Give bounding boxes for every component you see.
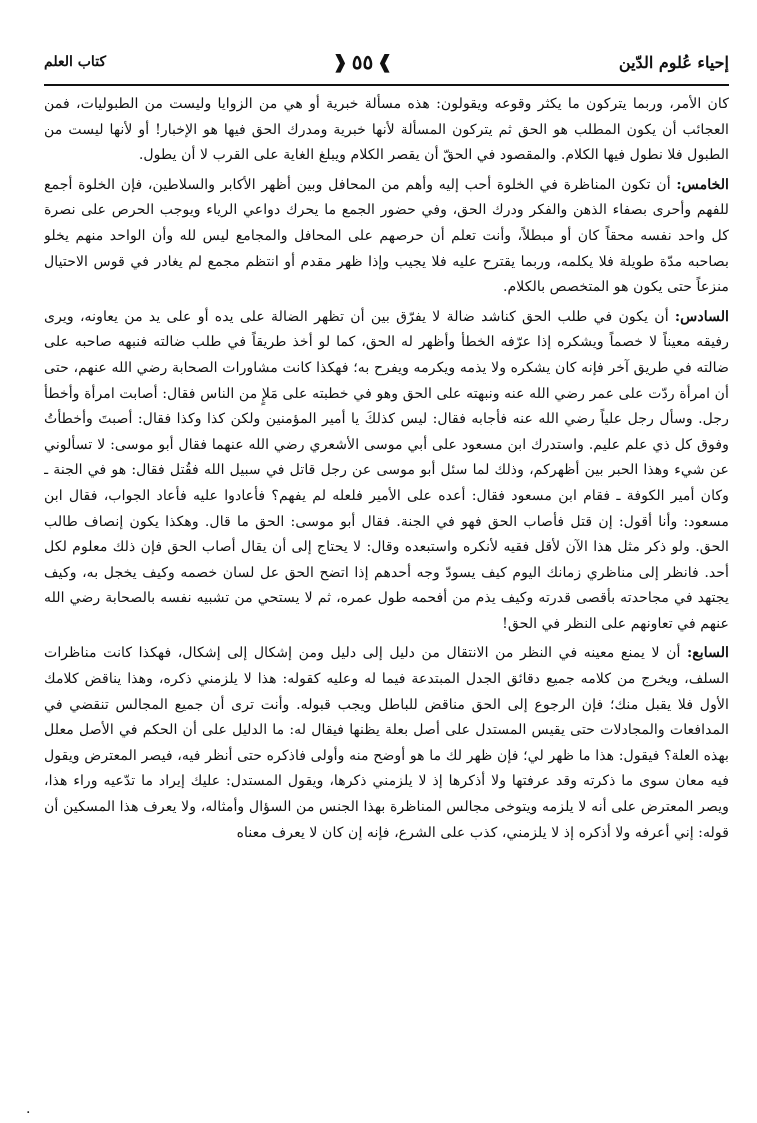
paragraph-fifth [44, 173, 729, 301]
header-divider [44, 84, 729, 86]
section-title: كتاب العلم [44, 54, 107, 70]
footer-mark: . [26, 1101, 31, 1117]
paragraph-lead: السابع: [687, 645, 729, 662]
paragraph-text: أن لا يمنع معينه في النظر من الانتقال من دليل إلى دليل ومن إشكال إلى إشكال، فهكذا كانت مناظرات السلف، ويخرج من كلامه جميع دقائق الجدل المبتدعة فيما له وعليه كقوله: هذا لا يلزمني ذكره، وهذا يناقض كلامك الأول فلا يقبل منك؛ فإن الرجوع إلى الحق مناقض للباطل ويجب قبوله. وأنت ترى أن جميع المجالس تنقضي في المدافعات والمجادلات حتى يقيس المستدل على أصل بعلة يظنها فيقال له: ما الدليل على أن الحكم في الأصل معلل بهذه العلة؟ فيقول: هذا ما ظهر لي؛ فإن ظهر لك ما هو أوضح منه وأولى فاذكره حتى أنظر فيه، فيصر المعترض ويقول فيه معان سوى ما ذكرته وقد عرفتها ولا أذكرها إذ لا يلزمني ذكرها، ويقول المستدل: عليك إيراد ما تدّعيه وراء هذا، ويصر المعترض على أنه لا يلزمه ويتوخى مجالس المناظرة بهذا الجنس من السؤال وأمثاله، ولا يعرف هذا المسكين أن قوله: إني أعرفه ولا أذكره إذ لا يلزمني، كذب على الشرع، فإنه إن كان لا يعرف معناه [44, 645, 729, 841]
paragraph-seventh [44, 641, 729, 846]
page-header [44, 42, 729, 82]
paragraph-lead: السادس: [674, 308, 729, 325]
paragraph-text: كان الأمر، وربما يتركون ما يكثر وقوعه ويقولون: هذه مسألة خبرية أو هي من الزوايا وليست من الطبوليات، فمن العجائب أن يكون المطلب هو الحق ثم يتركون المسألة لأنها خبرية ومدرك الحق فيها هو الإخبار! أو لأنها ليست من الطبول فلا نطول فيها الكلام. والمقصود في الحقّ أن يقصر الكلام ويبلغ الغاية على القرب لا أن يطول. [44, 96, 729, 164]
paragraph-sixth [44, 305, 729, 638]
page-number-block [333, 50, 393, 74]
page-number: ٥٥ [351, 50, 374, 74]
paragraph-continuation [44, 92, 729, 169]
page-body [44, 92, 729, 1105]
ornament-right-icon: ❱ [377, 51, 393, 73]
ornament-left-icon: ❰ [332, 51, 348, 73]
paragraph-lead: الخامس: [676, 176, 729, 193]
paragraph-text: أن يكون في طلب الحق كناشد ضالة لا يفرّق بين أن تظهر الضالة على يده أو على يد من يعاونه، ويرى رفيقه معيناً لا خصماً ويشكره إذا عرّفه الخطأ وأظهر له الحق، كما لو أخذ طريقاً في طلب ضالته فنبهه صاحبه على ضالته في طريق آخر فإنه كان يشكره ولا يذمه ويكرمه ويفرح به؛ فهكذا كانت مشاورات الصحابة رضي الله عنهم، حتى أن امرأة ردّت على عمر رضي الله عنه ونبهته على الحق وهو في خطبته على مَلإٍ من الناس فقال: أصابت امرأة وأخطأ رجل. وسأل رجل علياً رضي الله عنه فأجابه فقال: ليس كذلكَ يا أمير المؤمنين ولكن كذا وكذا فقال: أصبتَ وأخطأتُ وفوق كل ذي علم عليم. واستدرك ابن مسعود على أبي موسى الأشعري رضي الله عنهما فقال أبو موسى: لا تسألوني عن شيء وهذا الحبر بين أظهركم، وذلك لما سئل أبو موسى عن رجل قاتل في سبيل الله فقُتل فقال: هو في الجنة ـ وكان أمير الكوفة ـ فقام ابن مسعود فقال: أعده على الأمير فلعله لم يفهم؟ فأعادوا عليه فأعاد الجواب، فقال ابن مسعود: وأنا أقول: إن قتل فأصاب الحق فهو في الجنة. فقال أبو موسى: الحق ما قال. وهكذا يكون إنصاف طالب الحق. ولو ذكر مثل هذا الآن لأقل فقيه لأنكره واستبعده وقال: لا يحتاج إلى أن يقال أصاب الحق فإن ذلك معلوم لكل أحد. فانظر إلى مناظري زمانك اليوم كيف يسودّ وجه أحدهم إذا اتضح الحق عل لسان خصمه وكيف يخجل به، وكيف يجتهد في مجاحدته بأقصى قدرته وكيف يذم من أفحمه طول عمره، ثم لا يستحي من تشبيه نفسه بالصحابة رضي الله عنهم في تعاونهم على النظر في الحق! [44, 308, 729, 632]
paragraph-text: أن تكون المناظرة في الخلوة أحب إليه وأهم من المحافل وبين أظهر الأكابر والسلاطين، فإن الخلوة أجمع للفهم وأحرى بصفاء الذهن والفكر ودرك الحق، وفي حضور الجمع ما يحرك دواعي الرياء ويوجب الحرص على نصرة كل واحد نفسه محقاً كان أو مبطلاً، وأنت تعلم أن حرصهم على المحافل والمجامع ليس لله وأن الواحد منهم يخلو بصاحبه مدّة طويلة فلا يكلمه، وربما يقترح عليه فلا يجيب وإذا ظهر مقدم أو انتظم مجمع لم يغادر في قوس الاحتيال منزعاً حتى يكون هو المتخصص بالكلام. [44, 176, 729, 296]
book-title: إحياء عُلوم الدّين [618, 52, 729, 72]
